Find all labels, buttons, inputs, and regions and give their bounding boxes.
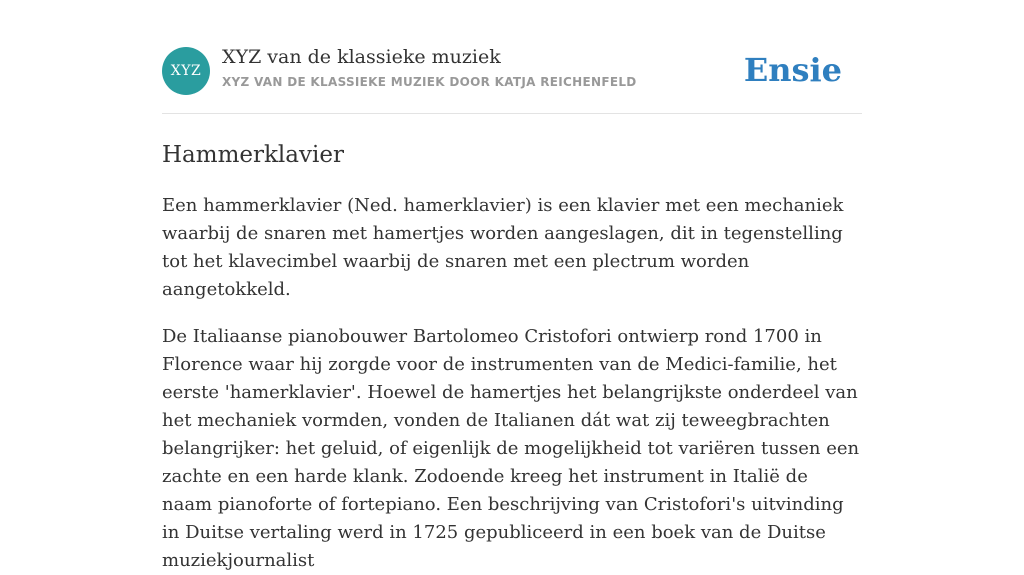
- header: [162, 0, 862, 114]
- page: [162, 0, 862, 575]
- article-paragraph-1: Een hammerklavier (Ned. hamerklavier) is een klavier met een mechaniek waarbij de snaren met hamertjes worden aangeslagen, dit in tegenstelling tot het klavecimbel waarbij de snaren met een plectrum worden aangetokkeld.: [162, 195, 844, 300]
- article-paragraph-2: De Italiaanse pianobouwer Bartolomeo Cristofori ontwierp rond 1700 in Florence waar hij zorgde voor de instrumenten van de Medici-familie, het eerste 'hamerklavier'. Hoewel de hamertjes het belangrijkste onderdeel van het mechaniek vormden, vonden de Italianen dát wat zij teweegbrachten belangrijker: het geluid, of eigenlijk de mogelijkheid tot variëren tussen een zachte en een harde klank. Zodoende kreeg het instrument in Italië de naam pianoforte of fortepiano. Een beschrijving van Cristofori's uitvinding in Duitse vertaling werd in 1725 gepubliceerd in een boek van de Duitse muziekjournalist: [162, 326, 860, 571]
- ensie-logo[interactable]: Ensie: [743, 51, 842, 89]
- avatar[interactable]: XYZ: [162, 47, 210, 95]
- article-title: Hammerklavier: [162, 142, 344, 168]
- site-title-link[interactable]: XYZ van de klassieke muziek: [222, 46, 501, 68]
- site-subtitle: XYZ VAN DE KLASSIEKE MUZIEK DOOR KATJA REICHENFELD: [222, 75, 637, 89]
